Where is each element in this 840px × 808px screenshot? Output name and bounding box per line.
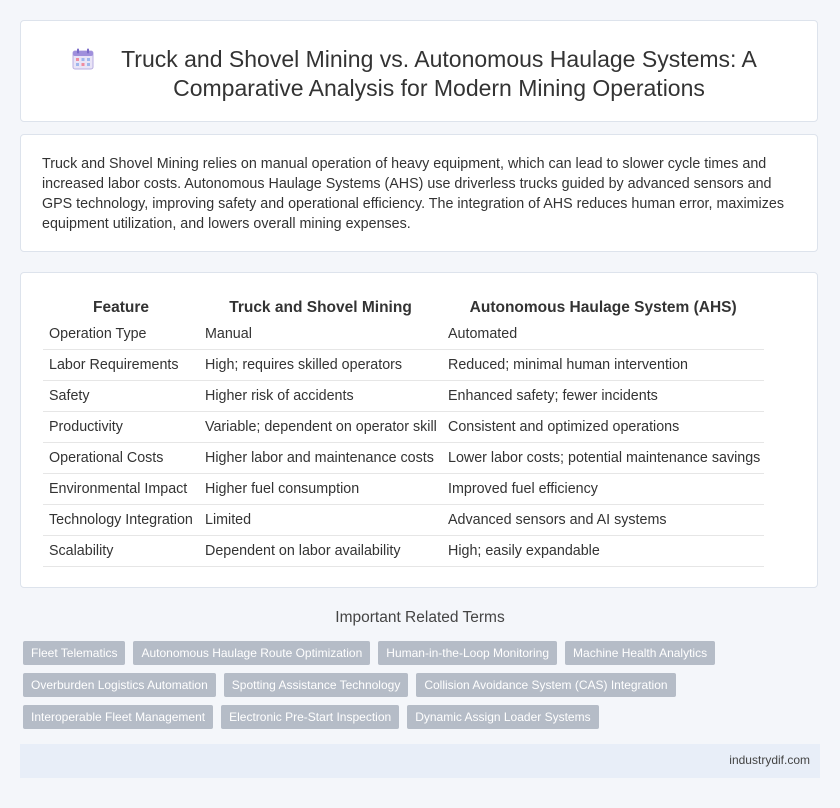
- page-title: Truck and Shovel Mining vs. Autonomous Haulage Systems: A Comparative Analysis for Modern Mining Operations: [121, 46, 757, 101]
- comparison-card: [20, 272, 818, 588]
- cell-feature: Operation Type: [43, 319, 199, 350]
- cell-feature: Labor Requirements: [43, 350, 199, 381]
- table-row: [43, 350, 764, 381]
- tag-autonomous-haulage-route-optimization[interactable]: Autonomous Haulage Route Optimization: [133, 641, 370, 665]
- header-feature: Feature: [93, 299, 149, 316]
- related-terms-heading: Important Related Terms: [335, 609, 505, 626]
- cell-feature: Productivity: [43, 412, 199, 443]
- tag-machine-health-analytics[interactable]: Machine Health Analytics: [565, 641, 715, 665]
- footer-site-link[interactable]: industrydif.com: [729, 753, 810, 767]
- tag-electronic-pre-start-inspection[interactable]: Electronic Pre-Start Inspection: [221, 705, 399, 729]
- tag-fleet-telematics[interactable]: Fleet Telematics: [23, 641, 125, 665]
- cell-truck-shovel: Manual: [199, 319, 442, 350]
- cell-truck-shovel: Dependent on labor availability: [199, 536, 442, 567]
- cell-ahs: Enhanced safety; fewer incidents: [442, 381, 764, 412]
- title-card: [20, 20, 818, 122]
- cell-truck-shovel: Higher risk of accidents: [199, 381, 442, 412]
- cell-feature: Technology Integration: [43, 505, 199, 536]
- tag-overburden-logistics-automation[interactable]: Overburden Logistics Automation: [23, 673, 216, 697]
- table-row: [43, 412, 764, 443]
- header-truck-shovel: Truck and Shovel Mining: [229, 299, 412, 316]
- cell-feature: Operational Costs: [43, 443, 199, 474]
- tag-interoperable-fleet-management[interactable]: Interoperable Fleet Management: [23, 705, 213, 729]
- table-row: [43, 505, 764, 536]
- header-ahs: Autonomous Haulage System (AHS): [469, 299, 737, 316]
- intro-paragraph: Truck and Shovel Mining relies on manual operation of heavy equipment, which can lead to slower cycle times and increased labor costs. Autonomous Haulage Systems (AHS) use driverless trucks guided by advanced sensors and GPS technology, improving safety and operational efficiency. The integration of AHS reduces human error, maximizes equipment utilization, and lowers overall mining expenses.: [42, 156, 784, 232]
- cell-ahs: Reduced; minimal human intervention: [442, 350, 764, 381]
- tag-row: [23, 705, 823, 729]
- cell-truck-shovel: High; requires skilled operators: [199, 350, 442, 381]
- cell-truck-shovel: Variable; dependent on operator skill: [199, 412, 442, 443]
- cell-truck-shovel: Limited: [199, 505, 442, 536]
- cell-truck-shovel: Higher labor and maintenance costs: [199, 443, 442, 474]
- tag-row: [23, 641, 823, 665]
- related-terms-list: [23, 641, 823, 737]
- tag-row: [23, 673, 823, 697]
- table-row: [43, 319, 764, 350]
- table-row: [43, 381, 764, 412]
- cell-ahs: Lower labor costs; potential maintenance savings: [442, 443, 764, 474]
- intro-card: [20, 134, 818, 252]
- cell-ahs: Advanced sensors and AI systems: [442, 505, 764, 536]
- cell-ahs: High; easily expandable: [442, 536, 764, 567]
- tag-human-in-the-loop-monitoring[interactable]: Human-in-the-Loop Monitoring: [378, 641, 557, 665]
- tag-spotting-assistance-technology[interactable]: Spotting Assistance Technology: [224, 673, 409, 697]
- cell-truck-shovel: Higher fuel consumption: [199, 474, 442, 505]
- footer: [20, 744, 820, 778]
- table-header-row: [43, 295, 764, 319]
- table-row: [43, 443, 764, 474]
- cell-feature: Safety: [43, 381, 199, 412]
- cell-feature: Environmental Impact: [43, 474, 199, 505]
- cell-ahs: Consistent and optimized operations: [442, 412, 764, 443]
- cell-ahs: Automated: [442, 319, 764, 350]
- tag-dynamic-assign-loader-systems[interactable]: Dynamic Assign Loader Systems: [407, 705, 598, 729]
- table-row: [43, 474, 764, 505]
- comparison-table: [43, 295, 764, 567]
- table-row: [43, 536, 764, 567]
- tag-collision-avoidance-system-integration[interactable]: Collision Avoidance System (CAS) Integration: [416, 673, 675, 697]
- cell-ahs: Improved fuel efficiency: [442, 474, 764, 505]
- cell-feature: Scalability: [43, 536, 199, 567]
